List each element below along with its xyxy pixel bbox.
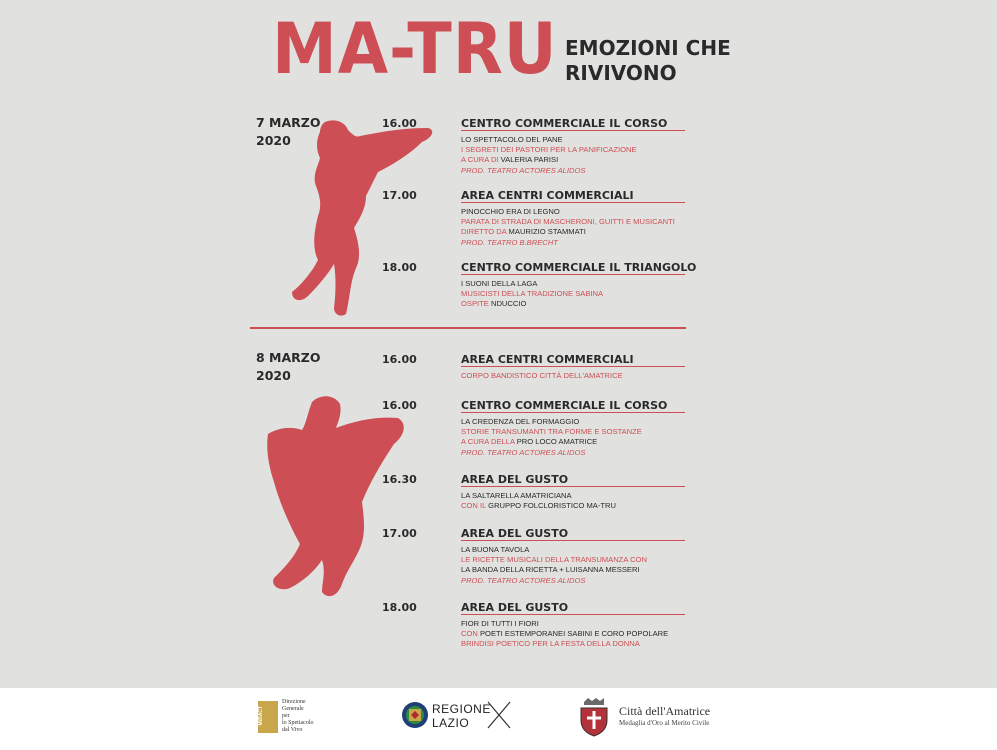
event-time: 18.00	[382, 261, 417, 274]
detail-text: MUSICISTI DELLA TRADIZIONE SABINA	[461, 289, 604, 299]
venue-underline	[461, 486, 685, 487]
detail-text: PROD. TEATRO ACTORES ALIDOS	[461, 165, 586, 175]
amatrice-motto: Medaglia d'Oro al Merito Civile	[619, 719, 710, 727]
regione-lazio-text: REGIONE LAZIO	[432, 702, 491, 730]
detail-line	[461, 491, 701, 501]
poster-subtitle: EMOZIONI CHE RIVIVONO	[565, 36, 731, 85]
detail-line	[461, 417, 701, 427]
detail-text: FIOR DI TUTTI I FIORI	[461, 619, 539, 628]
detail-line	[461, 217, 701, 227]
event-details	[461, 279, 701, 310]
event-venue: CENTRO COMMERCIALE IL TRIANGOLO	[461, 261, 697, 274]
dancer-silhouette-2	[262, 392, 408, 600]
event-time: 17.00	[382, 527, 417, 540]
detail-line	[461, 238, 701, 248]
event-details	[461, 371, 701, 381]
detail-text: CORPO BANDISTICO CITTÀ DELL'AMATRICE	[461, 371, 623, 380]
event-time: 16.30	[382, 473, 417, 486]
detail-text: PROD. TEATRO ACTORES ALIDOS	[461, 575, 586, 585]
detail-text: MAURIZIO STAMMATI	[508, 227, 586, 237]
mibact-logo-label: MiBACT	[258, 706, 264, 726]
detail-text: LA SALTARELLA AMATRICIANA	[461, 491, 572, 500]
detail-line	[461, 155, 701, 165]
detail-line	[461, 207, 701, 217]
detail-text: DIRETTO DA	[461, 227, 509, 237]
venue-underline	[461, 274, 685, 275]
detail-line	[461, 565, 701, 575]
event-details	[461, 417, 701, 458]
detail-line	[461, 576, 701, 586]
event-venue: AREA DEL GUSTO	[461, 527, 569, 540]
detail-text: I SUONI DELLA LAGA	[461, 279, 538, 288]
event-details	[461, 491, 701, 511]
detail-line	[461, 501, 701, 511]
event-time: 17.00	[382, 189, 417, 202]
event-details	[461, 135, 701, 176]
poster-title: MA-TRU	[272, 8, 558, 90]
detail-line	[461, 629, 701, 639]
detail-text: NDUCCIO	[490, 299, 527, 309]
detail-line	[461, 299, 701, 309]
detail-line	[461, 437, 701, 447]
detail-text: POETI ESTEMPORANEI SABINI E CORO POPOLARE	[479, 629, 669, 639]
detail-line	[461, 545, 701, 555]
detail-line	[461, 166, 701, 176]
amatrice-coat-of-arms	[576, 696, 612, 738]
detail-text: GRUPPO FOLCLORISTICO MA-TRU	[488, 501, 616, 511]
lazio-logo-mark	[486, 700, 512, 730]
detail-text: PARATA DI STRADA DI MASCHERONI, GUITTI E MUSICANTI	[461, 217, 675, 227]
amatrice-name: Città dell'Amatrice	[619, 704, 711, 718]
detail-line	[461, 448, 701, 458]
event-venue: CENTRO COMMERCIALE IL CORSO	[461, 399, 668, 412]
detail-text: PINOCCHIO ERA DI LEGNO	[461, 207, 560, 216]
regione-lazio-emblem	[400, 700, 430, 730]
detail-text: LA BUONA TAVOLA	[461, 545, 530, 554]
detail-text: BRINDISI POETICO PER LA FESTA DELLA DONNA	[461, 639, 640, 649]
event-details	[461, 207, 701, 248]
detail-text: STORIE TRANSUMANTI TRA FORME E SOSTANZE	[461, 427, 642, 437]
detail-text: OSPITE	[461, 299, 491, 309]
venue-underline	[461, 130, 685, 131]
detail-line	[461, 145, 701, 155]
event-details	[461, 545, 701, 586]
detail-text: LA BANDA DELLA RICETTA + LUISANNA MESSERI	[461, 565, 640, 575]
detail-line	[461, 227, 701, 237]
day-separator	[250, 327, 686, 329]
detail-line	[461, 371, 701, 381]
event-venue: AREA DEL GUSTO	[461, 601, 569, 614]
detail-text: A CURA DELLA	[461, 437, 517, 447]
venue-underline	[461, 366, 685, 367]
venue-underline	[461, 614, 685, 615]
event-venue: AREA CENTRI COMMERCIALI	[461, 353, 634, 366]
detail-text: CON IL	[461, 501, 489, 511]
detail-text: A CURA DI	[461, 155, 501, 165]
venue-underline	[461, 412, 685, 413]
event-venue: CENTRO COMMERCIALE IL CORSO	[461, 117, 668, 130]
detail-text: I SEGRETI DEI PASTORI PER LA PANIFICAZIONE	[461, 145, 637, 155]
venue-underline	[461, 202, 685, 203]
detail-text: PROD. TEATRO B.BRECHT	[461, 237, 558, 247]
detail-line	[461, 289, 701, 299]
event-venue: AREA CENTRI COMMERCIALI	[461, 189, 634, 202]
event-time: 16.00	[382, 117, 417, 130]
detail-line	[461, 279, 701, 289]
date-day-1: 7 MARZO 2020	[256, 115, 321, 148]
venue-underline	[461, 540, 685, 541]
detail-line	[461, 427, 701, 437]
detail-text: LE RICETTE MUSICALI DELLA TRANSUMANZA CON	[461, 555, 647, 565]
event-venue: AREA DEL GUSTO	[461, 473, 569, 486]
event-details	[461, 619, 701, 650]
mibact-text: Direzione Generale per lo Spettacolo dal Vivo	[282, 699, 314, 733]
date-day-2: 8 MARZO 2020	[256, 350, 321, 383]
event-time: 18.00	[382, 601, 417, 614]
detail-text: LO SPETTACOLO DEL PANE	[461, 135, 563, 144]
detail-line	[461, 639, 701, 649]
detail-text: LA CREDENZA DEL FORMAGGIO	[461, 417, 580, 426]
detail-text: PRO LOCO AMATRICE	[516, 437, 598, 447]
detail-line	[461, 619, 701, 629]
detail-line	[461, 135, 701, 145]
detail-text: PROD. TEATRO ACTORES ALIDOS	[461, 447, 586, 457]
event-time: 16.00	[382, 399, 417, 412]
event-time: 16.00	[382, 353, 417, 366]
detail-text: VALERIA PARISI	[500, 155, 559, 165]
detail-line	[461, 555, 701, 565]
detail-text: CON	[461, 629, 480, 639]
